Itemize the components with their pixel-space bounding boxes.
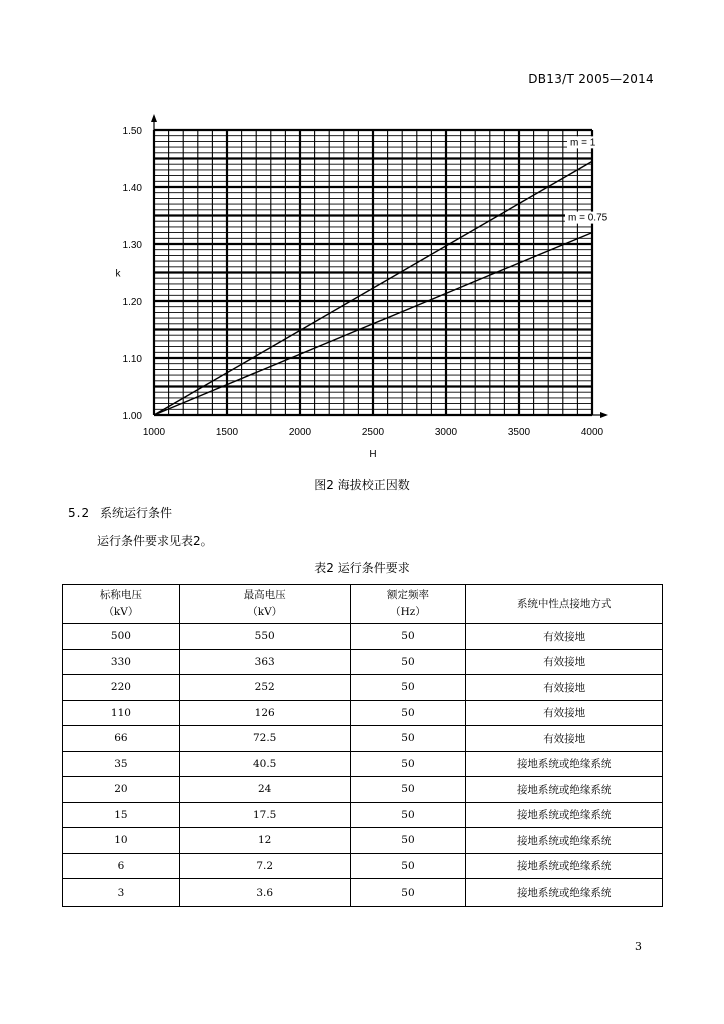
table-cell: 50	[350, 624, 466, 650]
x-tick-label: 4000	[580, 427, 604, 438]
header-line: 最高电压	[243, 589, 286, 601]
header-unit: （kV）	[103, 606, 139, 618]
table-cell: 3.6	[179, 879, 350, 907]
table-cell: 24	[179, 777, 350, 803]
operating-conditions-table	[62, 584, 663, 907]
table-row	[63, 828, 663, 854]
figure-caption: 图2 海拔校正因数	[314, 478, 410, 492]
table-cell: 有效接地	[466, 624, 663, 650]
header-line: 额定频率	[386, 589, 429, 601]
table-cell: 50	[350, 649, 466, 675]
x-tick-label: 3500	[507, 427, 531, 438]
table-cell: 50	[350, 751, 466, 777]
table-cell: 252	[179, 675, 350, 701]
y-tick-label: 1.10	[122, 354, 142, 365]
table-row	[63, 853, 663, 879]
table-cell: 72.5	[179, 726, 350, 752]
table-cell: 50	[350, 675, 466, 701]
body-paragraph: 运行条件要求见表2。	[97, 534, 213, 548]
x-tick-label: 2500	[361, 427, 385, 438]
table-cell: 220	[63, 675, 180, 701]
header-nominal-voltage	[63, 585, 180, 624]
y-axis-label: k	[115, 268, 121, 280]
table-row	[63, 700, 663, 726]
header-rated-frequency	[350, 585, 466, 624]
header-line: 系统中性点接地方式	[516, 597, 612, 610]
table-cell: 50	[350, 802, 466, 828]
table-cell: 有效接地	[466, 700, 663, 726]
x-tick-label: 1000	[142, 427, 166, 438]
table-row	[63, 726, 663, 752]
table-cell: 126	[179, 700, 350, 726]
table-caption: 表2 运行条件要求	[314, 561, 410, 575]
section-number: 5.2	[68, 506, 91, 520]
table-cell: 10	[63, 828, 180, 854]
table-cell: 50	[350, 700, 466, 726]
table-cell: 20	[63, 777, 180, 803]
table-cell: 12	[179, 828, 350, 854]
y-axis-arrow	[151, 114, 157, 122]
x-tick-label: 2000	[288, 427, 312, 438]
section-heading	[68, 504, 172, 521]
header-unit: （Hz）	[390, 606, 426, 618]
table-cell: 15	[63, 802, 180, 828]
table-cell: 有效接地	[466, 649, 663, 675]
section-title: 系统运行条件	[100, 506, 173, 520]
table-cell: 50	[350, 777, 466, 803]
table-row	[63, 879, 663, 907]
x-tick-label: 3000	[434, 427, 458, 438]
table-cell: 接地系统或绝缘系统	[466, 751, 663, 777]
header-max-voltage	[179, 585, 350, 624]
series-label: m = 0.75	[568, 212, 608, 224]
altitude-correction-chart	[100, 100, 640, 480]
table-cell: 3	[63, 879, 180, 907]
table-row	[63, 802, 663, 828]
table-cell: 330	[63, 649, 180, 675]
table-cell: 50	[350, 879, 466, 907]
table-row	[63, 624, 663, 650]
x-axis-label: H	[369, 449, 377, 460]
table-cell: 接地系统或绝缘系统	[466, 802, 663, 828]
table-row	[63, 751, 663, 777]
table-cell: 接地系统或绝缘系统	[466, 853, 663, 879]
y-tick-label: 1.30	[122, 240, 142, 251]
y-tick-label: 1.00	[122, 411, 142, 422]
header-unit: （kV）	[247, 606, 283, 618]
y-tick-label: 1.40	[122, 183, 142, 194]
table-header-row	[63, 585, 663, 624]
table-row	[63, 777, 663, 803]
y-tick-label: 1.50	[122, 126, 142, 137]
table-cell: 17.5	[179, 802, 350, 828]
table-cell: 50	[350, 828, 466, 854]
table-cell: 500	[63, 624, 180, 650]
table-cell: 7.2	[179, 853, 350, 879]
y-tick-label: 1.20	[122, 297, 142, 308]
table-body	[63, 624, 663, 907]
x-tick-label: 1500	[215, 427, 239, 438]
table-cell: 550	[179, 624, 350, 650]
table-row	[63, 675, 663, 701]
table-cell: 接地系统或绝缘系统	[466, 777, 663, 803]
table-row	[63, 649, 663, 675]
table-cell: 6	[63, 853, 180, 879]
header-line: 标称电压	[99, 589, 142, 601]
table-cell: 50	[350, 726, 466, 752]
table-cell: 接地系统或绝缘系统	[466, 879, 663, 907]
document-code: DB13/T 2005—2014	[528, 72, 654, 86]
chart-svg	[100, 100, 640, 480]
table-cell: 66	[63, 726, 180, 752]
table-cell: 110	[63, 700, 180, 726]
x-axis-arrow	[600, 412, 608, 418]
table-cell: 接地系统或绝缘系统	[466, 828, 663, 854]
table-cell: 363	[179, 649, 350, 675]
table-cell: 有效接地	[466, 726, 663, 752]
table-cell: 有效接地	[466, 675, 663, 701]
series-label: m = 1	[570, 137, 596, 149]
table-cell: 50	[350, 853, 466, 879]
table-cell: 35	[63, 751, 180, 777]
table-cell: 40.5	[179, 751, 350, 777]
header-grounding-method	[466, 585, 663, 624]
page-number: 3	[635, 940, 642, 953]
